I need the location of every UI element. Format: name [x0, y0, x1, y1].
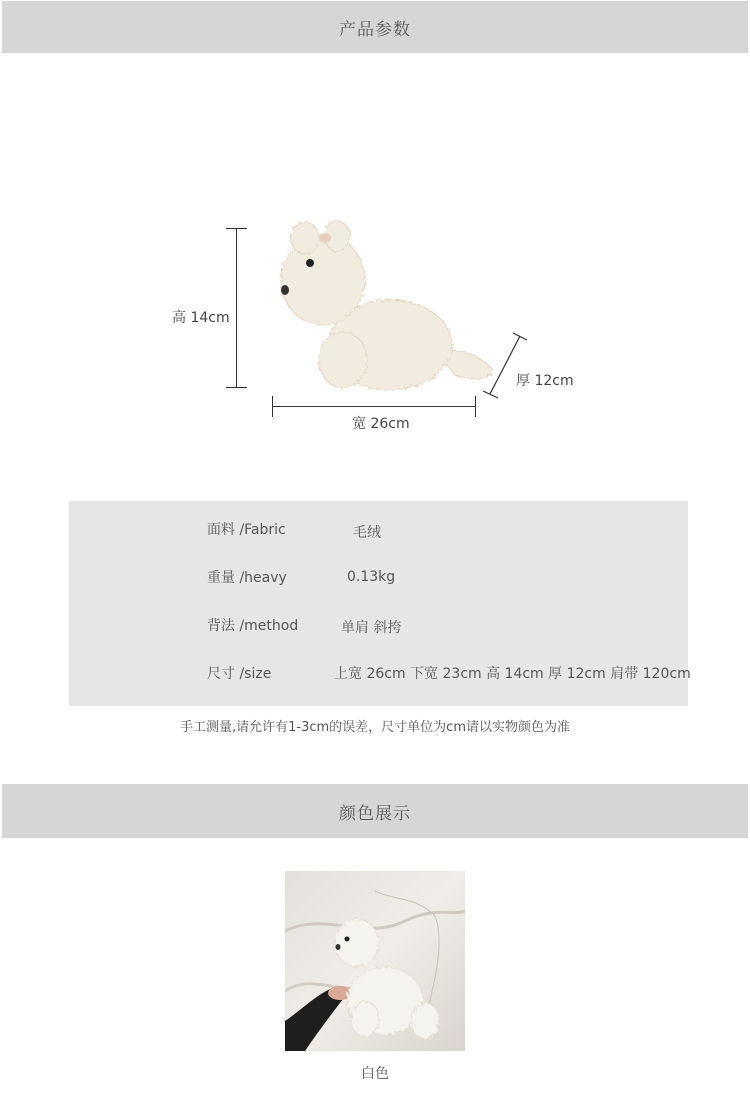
spec-row-weight	[69, 567, 688, 591]
spec-value: 上宽 26cm 下宽 23cm 高 14cm 厚 12cm 肩带 120cm	[334, 666, 691, 682]
spec-table	[69, 501, 691, 706]
depth-label: 厚 12cm	[516, 373, 574, 389]
spec-value: 0.13kg	[347, 569, 396, 585]
measurement-note: 手工测量,请允许有1-3cm的误差，尺寸单位为cm请以实物颜色为准	[180, 720, 570, 735]
spec-key: 面料 /Fabric	[207, 522, 286, 538]
white-plush-photo	[285, 871, 465, 1051]
section-title: 颜色展示	[339, 803, 411, 824]
spec-value: 单肩 斜挎	[341, 620, 402, 636]
spec-key: 尺寸 /size	[207, 666, 272, 682]
spec-row-size	[69, 663, 691, 687]
section-title: 产品参数	[339, 19, 411, 40]
spec-value: 毛绒	[353, 525, 381, 541]
spec-key: 重量 /heavy	[207, 570, 287, 586]
height-dimension-cap-top	[226, 228, 247, 229]
height-dimension-cap-bottom	[226, 387, 247, 388]
width-dimension-line	[272, 406, 475, 407]
section-banner-product-params	[2, 1, 748, 53]
spec-row-method	[69, 615, 688, 639]
color-name-label: 白色	[361, 1066, 389, 1082]
width-label: 宽 26cm	[352, 416, 410, 432]
spec-key: 背法 /method	[207, 618, 299, 634]
height-label: 高 14cm	[172, 310, 230, 326]
plush-puppy-bag-image	[265, 210, 505, 400]
height-dimension-line	[236, 228, 237, 388]
color-sample-photo[interactable]	[285, 871, 465, 1051]
spec-row-fabric	[69, 519, 688, 543]
section-banner-color-display	[2, 784, 748, 838]
